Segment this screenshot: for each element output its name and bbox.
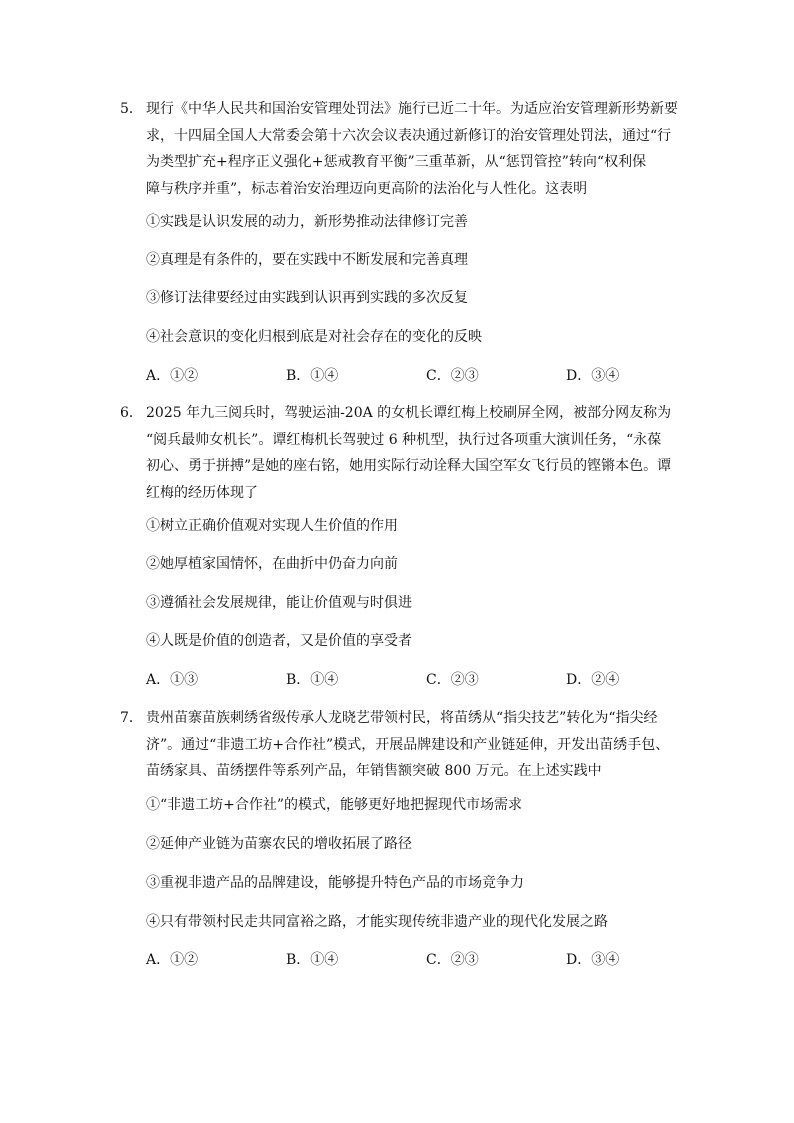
question-stem-line: “阅兵最帅女机长”。谭红梅机长驾驶过 6 种机型，执行过各项重大演训任务，“永葆 [146, 431, 662, 448]
choice-d: D．②④ [566, 672, 620, 688]
statement-option: ②延伸产业链为苗寨农民的增收拓展了路径 [146, 836, 412, 852]
statement-option: ①“非遗工坊+合作社”的模式，能够更好地把握现代市场需求 [146, 797, 523, 813]
question-stem-line: 济”。通过“非遗工坊+合作社”模式，开展品牌建设和产业链延伸，开发出苗绣手包、 [146, 736, 670, 753]
statement-option: ①树立正确价值观对实现人生价值的作用 [146, 518, 398, 534]
statement-option: ②她厚植家国情怀，在曲折中仍奋力向前 [146, 556, 398, 572]
choice-c: C．②③ [426, 952, 479, 968]
choice-d: D．③④ [566, 952, 620, 968]
statement-option: ③遵循社会发展规律，能让价值观与时俱进 [146, 595, 412, 611]
choice-a: A．①② [146, 368, 199, 384]
question-stem-line: 5． 现行《中华人民共和国治安管理处罚法》施行已近二十年。为适应治安管理新形势新要 [120, 96, 686, 123]
statement-option: ①实践是认识发展的动力，新形势推动法律修订完善 [146, 214, 468, 230]
question-number: 6． [120, 405, 143, 421]
question-number: 5． [120, 101, 143, 117]
choice-b: B．①④ [286, 952, 339, 968]
choice-d: D．③④ [566, 368, 620, 384]
choice-b: B．①④ [286, 672, 339, 688]
answer-choices [146, 668, 686, 692]
choice-c: C．②③ [426, 672, 479, 688]
question-stem-line: 障与秩序并重”，标志着治安治理迈向更高阶的法治化与人性化。这表明 [146, 180, 588, 197]
question-number: 7． [120, 710, 143, 726]
statement-option: ③重视非遗产品的品牌建设，能够提升特色产品的市场竞争力 [146, 875, 524, 891]
question-stem-line: 苗绣家具、苗绣摆件等系列产品，年销售额突破 800 万元。在上述实践中 [146, 763, 602, 779]
choice-c: C．②③ [426, 368, 479, 384]
statement-option: ④人既是价值的创造者，又是价值的享受者 [146, 633, 412, 649]
statement-option: ④社会意识的变化归根到底是对社会存在的变化的反映 [146, 329, 482, 345]
statement-option: ③修订法律要经过由实践到认识再到实践的多次反复 [146, 290, 468, 306]
statement-option: ②真理是有条件的，要在实践中不断发展和完善真理 [146, 252, 468, 268]
question-stem-line: 求，十四届全国人大常委会第十六次会议表决通过新修订的治安管理处罚法，通过“行 [146, 127, 672, 144]
statement-option: ④只有带领村民走共同富裕之路，才能实现传统非遗产业的现代化发展之路 [146, 914, 608, 930]
answer-choices [146, 948, 686, 972]
answer-choices [146, 364, 686, 388]
question-stem-line: 7． 贵州苗寨苗族刺绣省级传承人龙晓艺带领村民，将苗绣从“指尖技艺”转化为“指尖经 [120, 705, 686, 732]
choice-a: A．①③ [146, 672, 199, 688]
question-stem-line: 红梅的经历体现了 [146, 484, 258, 501]
question-stem-line: 6． 2025 年九三阅兵时，驾驶运油-20A 的女机长谭红梅上校刷屏全网，被部分网友称为 [120, 400, 686, 427]
choice-a: A．①② [146, 952, 199, 968]
question-stem-line: 初心、勇于拼搏”是她的座右铭，她用实际行动诠释大国空军女飞行员的铿锵本色。谭 [146, 458, 672, 474]
question-stem-line: 为类型扩充+程序正义强化+惩戒教育平衡”三重革新，从“惩罚管控”转向“权利保 [146, 154, 647, 170]
choice-b: B．①④ [286, 368, 339, 384]
